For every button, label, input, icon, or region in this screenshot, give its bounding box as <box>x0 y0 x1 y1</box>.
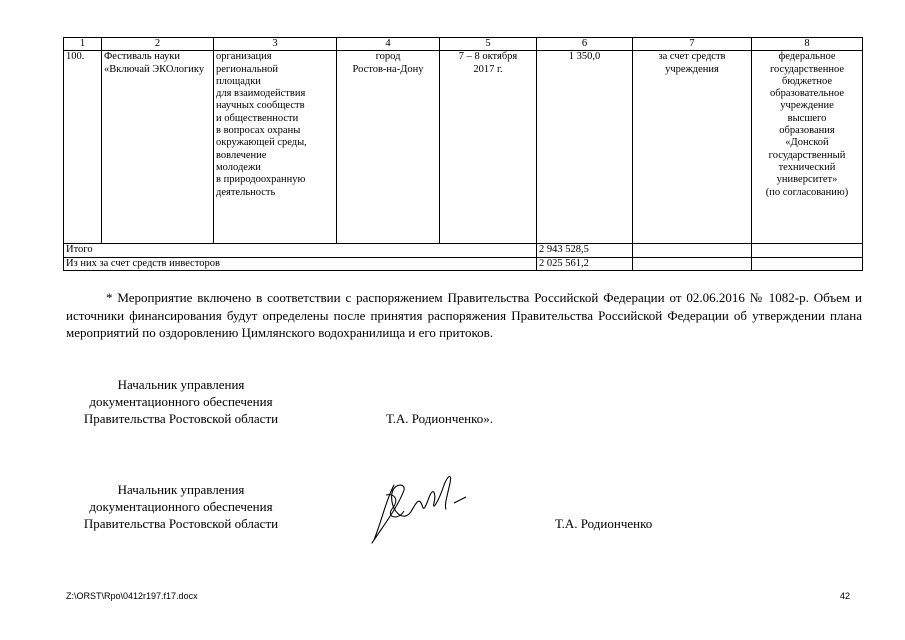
executor: федеральное государственное бюджетное образовательное учреждение высшего образования «Донской государственный технический университет» (по согласованию) <box>752 51 863 244</box>
footnote: * Мероприятие включено в соответствии с распоряжением Правительства Российской Федерации от 02.06.2016 № 1082-р. Объем и источники финансирования будут определены после принятия распоряжения Правительства Российской Федерации об утверждении плана мероприятий по оздоровлению Цимлянского водохранилища и его притоков. <box>66 290 862 340</box>
signature-block-2 <box>66 481 296 532</box>
column-number: 1 <box>64 38 102 51</box>
column-number: 3 <box>214 38 337 51</box>
investors-label: Из них за счет средств инвесторов <box>64 257 537 270</box>
column-number: 5 <box>440 38 537 51</box>
column-number: 7 <box>633 38 752 51</box>
event-purpose: организация региональной площадки для взаимодействия научных сообществ и общественности в вопросах охраны окружающей среды, вовлечение молодежи в природоохранную деятельность <box>214 51 337 244</box>
event-place: город Ростов-на-Дону <box>337 51 440 244</box>
investors-value: 2 025 561,2 <box>537 257 633 270</box>
handwritten-signature <box>364 465 474 555</box>
event-amount: 1 350,0 <box>537 51 633 244</box>
file-path: Z:\ORST\Rpo\0412r197.f17.docx <box>66 591 198 601</box>
event-name: Фестиваль науки «Включай ЭКОлогику <box>102 51 214 244</box>
event-date: 7 – 8 октября 2017 г. <box>440 51 537 244</box>
total-row <box>64 244 863 257</box>
events-table <box>63 37 863 271</box>
investors-row <box>64 257 863 270</box>
column-number-row <box>64 38 863 51</box>
signer-title: Начальник управления документационного обеспечения Правительства Ростовской области <box>83 377 279 426</box>
row-number: 100. <box>64 51 102 244</box>
column-number: 8 <box>752 38 863 51</box>
column-number: 4 <box>337 38 440 51</box>
total-label: Итого <box>64 244 537 257</box>
table-row <box>64 51 863 244</box>
signer-title: Начальник управления документационного обеспечения Правительства Ростовской области <box>83 482 279 531</box>
total-value: 2 943 528,5 <box>537 244 633 257</box>
column-number: 2 <box>102 38 214 51</box>
column-number: 6 <box>537 38 633 51</box>
funding-source: за счет средств учреждения <box>633 51 752 244</box>
signer-name: Т.А. Родионченко <box>555 516 653 531</box>
signer-name: Т.А. Родионченко». <box>386 411 494 426</box>
signature-block-1 <box>66 376 296 427</box>
page-number: 42 <box>840 591 851 601</box>
